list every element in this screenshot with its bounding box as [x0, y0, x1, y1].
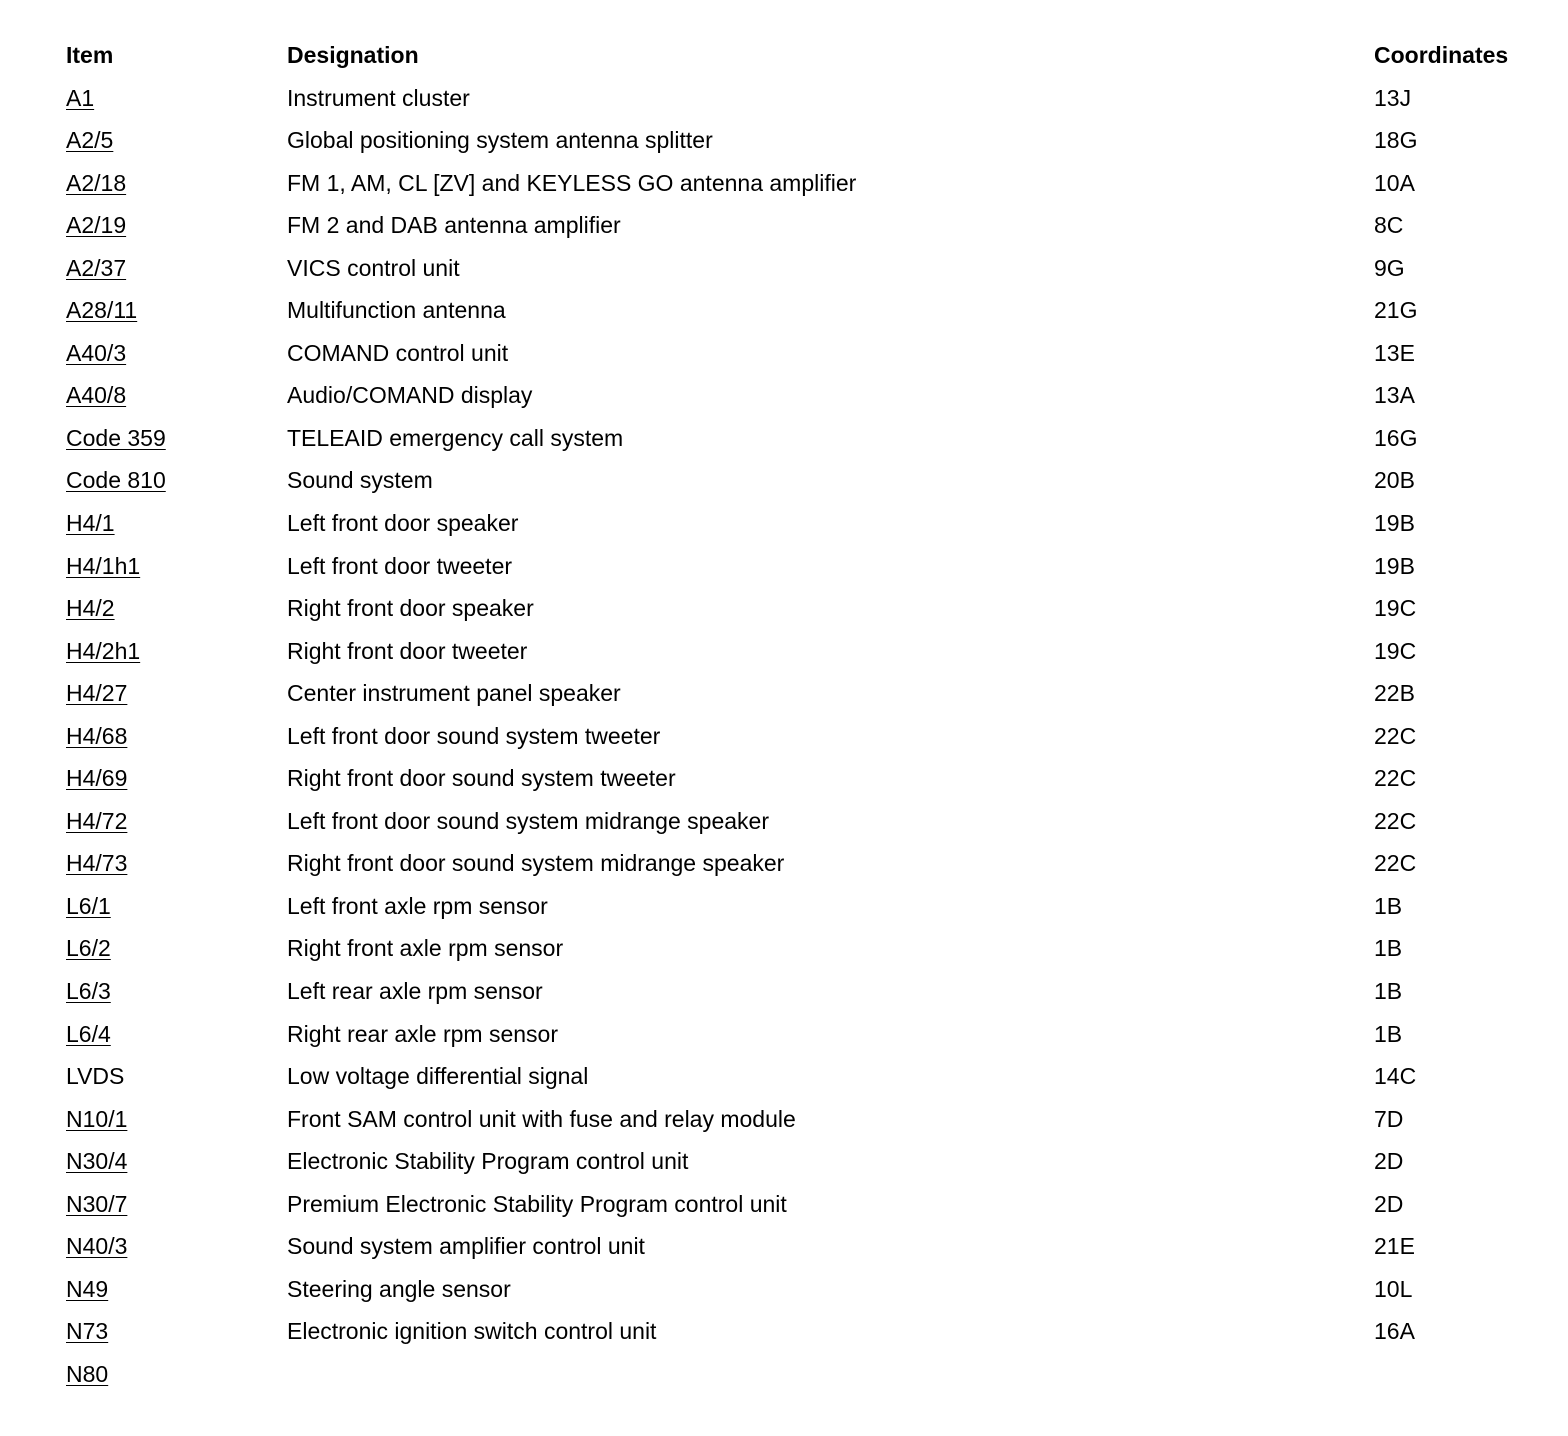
coordinates-cell: 7D: [1374, 1105, 1404, 1132]
item-cell: [66, 1353, 108, 1396]
coordinates-cell: 21G: [1374, 297, 1418, 324]
item-link[interactable]: Code 359: [66, 424, 166, 451]
item-cell: [66, 204, 126, 247]
designation-cell: Right front door sound system tweeter: [287, 765, 676, 792]
coordinates-cell: 22B: [1374, 680, 1415, 707]
table-row: [66, 289, 1546, 332]
designation-cell: Electronic ignition switch control unit: [287, 1318, 657, 1345]
designation-cell: Right front axle rpm sensor: [287, 935, 564, 962]
item-link[interactable]: Code 810: [66, 467, 166, 494]
item-link[interactable]: N80: [66, 1360, 109, 1387]
coordinates-cell: 13J: [1374, 84, 1412, 111]
designation-cell: TELEAID emergency call system: [287, 424, 624, 451]
coordinates-cell: 20B: [1374, 467, 1415, 494]
coordinates-cell: 1B: [1374, 978, 1403, 1005]
item-cell: [66, 757, 127, 800]
table-row: [66, 417, 1546, 460]
designation-cell: Low voltage differential signal: [287, 1063, 589, 1090]
coordinates-cell: 22C: [1374, 807, 1417, 834]
table-row: [66, 1098, 1546, 1141]
item-link[interactable]: A2/19: [66, 212, 127, 239]
coordinates-cell: 1B: [1374, 1020, 1403, 1047]
coordinates-cell: 18G: [1374, 127, 1418, 154]
item-cell: [66, 459, 166, 502]
item-link[interactable]: H4/68: [66, 722, 128, 749]
table-row: [66, 757, 1546, 800]
item-link[interactable]: L6/2: [66, 935, 111, 962]
item-cell: [66, 1140, 127, 1183]
header-item: Item: [66, 42, 114, 68]
item-link[interactable]: H4/27: [66, 680, 128, 707]
item-cell: [66, 417, 166, 460]
table-row: [66, 970, 1546, 1013]
table-header: [66, 34, 1546, 77]
item-link[interactable]: H4/72: [66, 807, 128, 834]
designation-cell: Front SAM control unit with fuse and relay module: [287, 1105, 796, 1132]
item-cell: [66, 672, 127, 715]
item-cell: [66, 927, 111, 970]
item-link[interactable]: N10/1: [66, 1105, 128, 1132]
table-row: [66, 119, 1546, 162]
item-link[interactable]: H4/2: [66, 595, 115, 622]
coordinates-cell: 14C: [1374, 1063, 1417, 1090]
item-cell: [66, 885, 111, 928]
table-body: [66, 77, 1546, 1396]
table-row: [66, 332, 1546, 375]
item-cell: [66, 630, 140, 673]
table-row: [66, 1310, 1546, 1353]
designation-cell: Sound system amplifier control unit: [287, 1233, 645, 1260]
designation-cell: Global positioning system antenna splitter: [287, 127, 713, 154]
designation-cell: Left front door tweeter: [287, 552, 513, 579]
item-cell: [66, 1225, 127, 1268]
item-cell: [66, 1183, 127, 1226]
table-row: [66, 800, 1546, 843]
table-row: [66, 162, 1546, 205]
item-link[interactable]: H4/2h1: [66, 637, 141, 664]
coordinates-cell: 16A: [1374, 1318, 1415, 1345]
table-row: [66, 927, 1546, 970]
designation-cell: FM 1, AM, CL [ZV] and KEYLESS GO antenna amplifier: [287, 169, 857, 196]
coordinates-cell: 2D: [1374, 1190, 1404, 1217]
coordinates-cell: 16G: [1374, 424, 1418, 451]
table-row: [66, 1353, 1546, 1396]
designation-cell: Sound system: [287, 467, 433, 494]
table-row: [66, 545, 1546, 588]
table-row: [66, 1055, 1546, 1098]
item-cell: [66, 800, 127, 843]
table-row: [66, 842, 1546, 885]
coordinates-cell: 19B: [1374, 510, 1415, 537]
item-link[interactable]: H4/73: [66, 850, 128, 877]
designation-cell: Electronic Stability Program control unit: [287, 1148, 689, 1175]
item-link[interactable]: N30/7: [66, 1190, 128, 1217]
designation-cell: Steering angle sensor: [287, 1275, 511, 1302]
designation-cell: Instrument cluster: [287, 84, 470, 111]
table-row: [66, 630, 1546, 673]
item-cell: [66, 1013, 111, 1056]
item-link[interactable]: A2/37: [66, 254, 127, 281]
designation-cell: VICS control unit: [287, 254, 460, 281]
designation-cell: Left rear axle rpm sensor: [287, 978, 543, 1005]
item-cell: [66, 1310, 108, 1353]
component-legend-table: [66, 34, 1546, 1396]
item-cell: [66, 970, 111, 1013]
table-row: [66, 77, 1546, 120]
item-cell: [66, 374, 126, 417]
coordinates-cell: 13E: [1374, 339, 1415, 366]
item-link[interactable]: H4/69: [66, 765, 128, 792]
coordinates-cell: 1B: [1374, 892, 1403, 919]
table-row: [66, 204, 1546, 247]
item-cell: [66, 77, 94, 120]
item-cell: [66, 119, 113, 162]
table-row: [66, 1183, 1546, 1226]
designation-cell: Left front axle rpm sensor: [287, 892, 548, 919]
coordinates-cell: 8C: [1374, 212, 1404, 239]
designation-cell: Right rear axle rpm sensor: [287, 1020, 558, 1047]
item-cell: [66, 545, 140, 588]
designation-cell: Center instrument panel speaker: [287, 680, 621, 707]
table-row: [66, 672, 1546, 715]
coordinates-cell: 19C: [1374, 637, 1417, 664]
coordinates-cell: 10L: [1374, 1275, 1413, 1302]
item-cell: [66, 1098, 127, 1141]
designation-cell: Right front door sound system midrange speaker: [287, 850, 785, 877]
item-link[interactable]: N30/4: [66, 1148, 128, 1175]
coordinates-cell: 1B: [1374, 935, 1403, 962]
coordinates-cell: 13A: [1374, 382, 1415, 409]
designation-cell: Left front door sound system tweeter: [287, 722, 661, 749]
item-cell: [66, 715, 127, 758]
item-label: LVDS: [66, 1063, 125, 1090]
designation-cell: Left front door speaker: [287, 510, 519, 537]
table-row: [66, 459, 1546, 502]
item-link[interactable]: A2/18: [66, 169, 127, 196]
header-coordinates: Coordinates: [1374, 42, 1509, 68]
designation-cell: FM 2 and DAB antenna amplifier: [287, 212, 621, 239]
coordinates-cell: 2D: [1374, 1148, 1404, 1175]
item-link[interactable]: A28/11: [66, 297, 138, 324]
designation-cell: Audio/COMAND display: [287, 382, 533, 409]
item-cell: [66, 1055, 124, 1098]
coordinates-cell: 9G: [1374, 254, 1405, 281]
item-cell: [66, 502, 115, 545]
table-row: [66, 1013, 1546, 1056]
item-link[interactable]: N73: [66, 1318, 109, 1345]
designation-cell: Right front door speaker: [287, 595, 534, 622]
item-cell: [66, 587, 115, 630]
coordinates-cell: 19B: [1374, 552, 1415, 579]
designation-cell: Multifunction antenna: [287, 297, 506, 324]
item-link[interactable]: A40/8: [66, 382, 127, 409]
item-link[interactable]: L6/3: [66, 978, 111, 1005]
table-row: [66, 1268, 1546, 1311]
item-cell: [66, 842, 127, 885]
item-cell: [66, 247, 126, 290]
item-link[interactable]: L6/4: [66, 1020, 111, 1047]
table-row: [66, 1225, 1546, 1268]
designation-cell: Premium Electronic Stability Program control unit: [287, 1190, 787, 1217]
item-link[interactable]: A40/3: [66, 339, 127, 366]
coordinates-cell: 10A: [1374, 169, 1415, 196]
coordinates-cell: 22C: [1374, 722, 1417, 749]
designation-cell: Left front door sound system midrange speaker: [287, 807, 769, 834]
header-designation: Designation: [287, 42, 419, 68]
table-row: [66, 247, 1546, 290]
table-row: [66, 587, 1546, 630]
coordinates-cell: 22C: [1374, 765, 1417, 792]
item-cell: [66, 1268, 108, 1311]
item-link[interactable]: H4/1: [66, 510, 115, 537]
item-link[interactable]: H4/1h1: [66, 552, 141, 579]
item-link[interactable]: A1: [66, 84, 95, 111]
designation-cell: COMAND control unit: [287, 339, 509, 366]
table-row: [66, 885, 1546, 928]
table-row: [66, 1140, 1546, 1183]
item-cell: [66, 332, 126, 375]
item-link[interactable]: N40/3: [66, 1233, 128, 1260]
designation-cell: Right front door tweeter: [287, 637, 528, 664]
table-row: [66, 715, 1546, 758]
table-row: [66, 374, 1546, 417]
item-link[interactable]: N49: [66, 1275, 109, 1302]
table-row: [66, 502, 1546, 545]
coordinates-cell: 21E: [1374, 1233, 1415, 1260]
coordinates-cell: 19C: [1374, 595, 1417, 622]
item-cell: [66, 289, 137, 332]
item-cell: [66, 162, 126, 205]
item-link[interactable]: A2/5: [66, 127, 114, 154]
item-link[interactable]: L6/1: [66, 892, 111, 919]
coordinates-cell: 22C: [1374, 850, 1417, 877]
